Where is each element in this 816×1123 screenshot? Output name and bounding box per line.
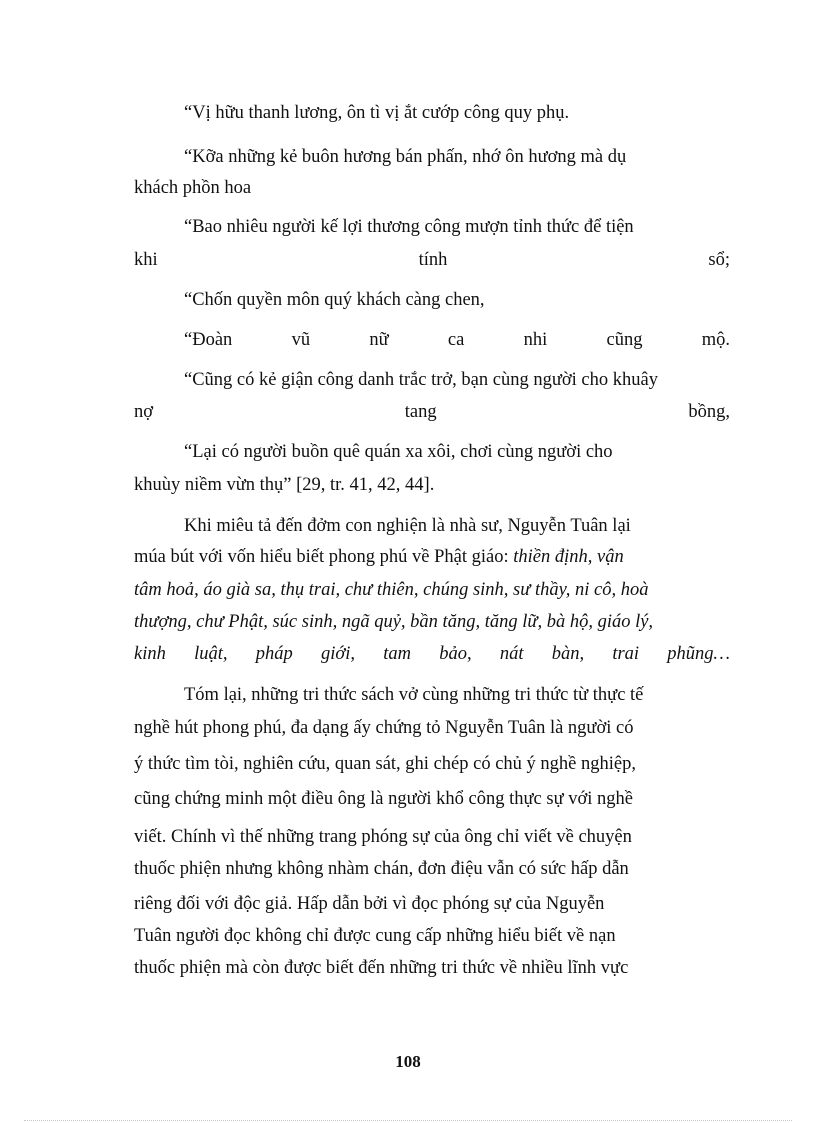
word: nát bbox=[499, 644, 524, 664]
text-line bbox=[184, 145, 730, 169]
text-line: khách phồn hoa bbox=[134, 178, 252, 198]
word: nữ bbox=[369, 330, 389, 350]
text-line: viết. Chính vì thế những trang phóng sự của ông chỉ viết về chuyện bbox=[134, 827, 632, 847]
word: tính bbox=[418, 250, 448, 270]
text-segment: “Kỡa những kẻ buôn hương bán phấn, nhớ ôn hương mà dụ bbox=[184, 147, 627, 167]
text-line: Tóm lại, những tri thức sách vở cùng những tri thức từ thực tế bbox=[184, 685, 644, 705]
text-line: thuốc phiện nhưng không nhàm chán, đơn điệu vẫn có sức hấp dẫn bbox=[134, 859, 629, 879]
italic-text-line: thượng, chư Phật, súc sinh, ngã quỷ, bần tăng, tăng lữ, bà hộ, giáo lý, bbox=[134, 612, 654, 632]
text-line: “Chốn quyền môn quý khách càng chen, bbox=[184, 290, 485, 310]
word: bảo, bbox=[439, 644, 472, 664]
text-line: “Cũng có kẻ giận công danh trắc trở, bạn cùng người cho khuây bbox=[184, 370, 658, 390]
text-line: khuùy niềm vừn thụ” [29, tr. 41, 42, 44]. bbox=[134, 475, 435, 495]
text-segment: múa bút với vốn hiểu biết phong phú về Phật giáo: bbox=[134, 547, 509, 567]
text-line-justified bbox=[134, 400, 730, 424]
text-line-justified bbox=[134, 248, 730, 272]
text-line bbox=[134, 545, 730, 569]
word: sổ; bbox=[708, 250, 730, 270]
word: cũng bbox=[606, 330, 643, 350]
text-line: Tuân người đọc không chỉ được cung cấp những hiểu biết về nạn bbox=[134, 926, 616, 946]
word: ca bbox=[447, 330, 465, 350]
word: trai bbox=[612, 644, 640, 664]
word: tang bbox=[404, 402, 437, 422]
word: luật, bbox=[194, 644, 228, 664]
italic-term-list: thiền định, vận bbox=[513, 547, 624, 567]
text-line: cũng chứng minh một điều ông là người khổ công thực sự với nghề bbox=[134, 789, 633, 809]
word: phũng… bbox=[667, 644, 730, 664]
text-line: “Bao nhiêu người kế lợi thương công mượn tỉnh thức để tiện bbox=[184, 217, 634, 237]
word: nợ bbox=[134, 402, 154, 422]
word: bàn, bbox=[551, 644, 585, 664]
word: vũ bbox=[291, 330, 311, 350]
word: pháp bbox=[255, 644, 293, 664]
page-number: 108 bbox=[395, 1052, 421, 1071]
text-line: riêng đối với độc giả. Hấp dẫn bởi vì đọc phóng sự của Nguyễn bbox=[134, 894, 605, 914]
word: kinh bbox=[134, 644, 166, 664]
word: mộ. bbox=[701, 330, 730, 350]
text-line: thuốc phiện mà còn được biết đến những tri thức về nhiều lĩnh vực bbox=[134, 958, 629, 978]
italic-text-line: tâm hoả, áo già sa, thụ trai, chư thiên, chúng sinh, sư thầy, ni cô, hoà bbox=[134, 580, 649, 600]
word: nhi bbox=[523, 330, 548, 350]
page-bottom-divider bbox=[24, 1120, 792, 1121]
word: tam bbox=[383, 644, 411, 664]
text-line-justified bbox=[184, 328, 730, 352]
word: khi bbox=[134, 250, 158, 270]
text-line: Khi miêu tả đến đởm con nghiện là nhà sư, Nguyễn Tuân lại bbox=[184, 516, 631, 536]
word: bồng, bbox=[688, 402, 730, 422]
text-line: “Lại có người buồn quê quán xa xôi, chơi cùng người cho bbox=[184, 442, 613, 462]
italic-text-line-justified bbox=[134, 642, 730, 666]
text-line: “Vị hữu thanh lương, ôn tì vị ắt cướp công quy phụ. bbox=[184, 103, 570, 123]
word: “Đoàn bbox=[184, 330, 233, 350]
text-line: nghề hút phong phú, đa dạng ấy chứng tỏ Nguyễn Tuân là người có bbox=[134, 718, 634, 738]
word: giới, bbox=[320, 644, 355, 664]
text-line: ý thức tìm tòi, nghiên cứu, quan sát, ghi chép có chủ ý nghề nghiệp, bbox=[134, 754, 636, 774]
